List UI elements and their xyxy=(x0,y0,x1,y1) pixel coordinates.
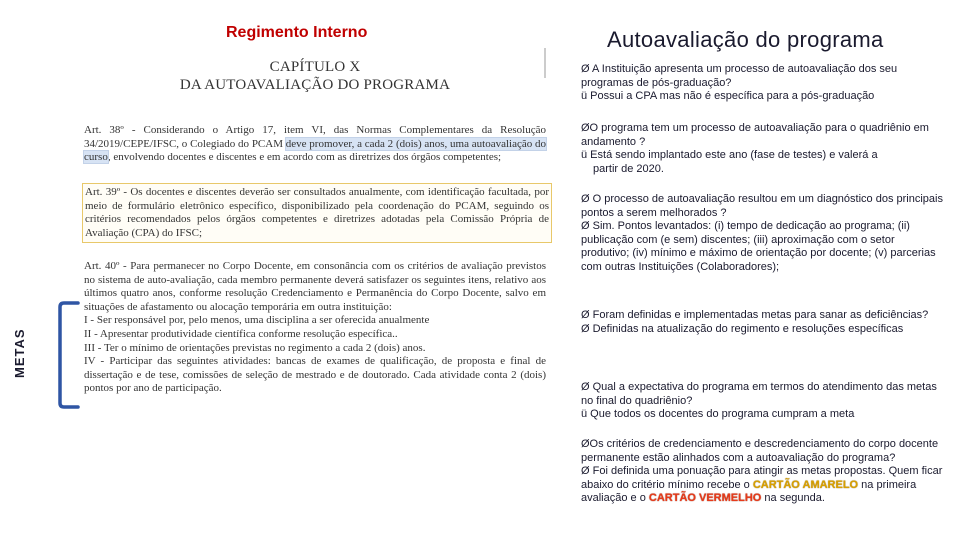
article-40-item-2: II - Apresentar produtividade científica conforme resolução específica.. xyxy=(84,327,398,340)
article-38-highlight: deve promover, a cada 2 (dois) anos, uma autoavaliação do curso xyxy=(84,137,546,164)
red-card-label: CARTÃO VERMELHO xyxy=(648,492,762,504)
question-3: Ø O processo de autoavaliação resultou em um diagnóstico dos principais pontos a serem melhorados ? xyxy=(581,193,943,219)
article-39: Art. 39º - Os docentes e discentes deverão ser consultados anualmente, com identificação facultada, por meio de formulário eletrônico específico, disponibilizado pela coordenação do PCAM, seguindo os critérios recomendados pelos órgãos competentes e diretrizes adotadas pela Comissão Própria de Avaliação (CPA) do IFSC; xyxy=(82,183,552,243)
question-1: Ø A Instituição apresenta um processo de autoavaliação dos seu programas de pós-graduação? xyxy=(581,63,898,89)
qa-block-4 xyxy=(581,309,943,336)
question-5: Ø Qual a expectativa do programa em termos do atendimento das metas no final do quadriênio? xyxy=(581,381,937,407)
qa-block-6 xyxy=(581,438,943,506)
answer-6-text-c: na segunda. xyxy=(761,492,825,504)
qa-block-3 xyxy=(581,193,943,274)
article-40-item-4: IV - Participar das seguintes atividades: bancas de exames de qualificação, de proposta e final de dissertação e de tese, comissões de seleção de mestrado e de doutorado. Cada atividade conta 2 (dois) pontos por ano de participação. xyxy=(84,355,546,395)
answer-2-cont: partir de 2020. xyxy=(593,162,664,175)
answer-6-text-b: na primeira avaliação e o xyxy=(581,478,917,504)
chapter-title: DA AUTOAVALIAÇÃO DO PROGRAMA xyxy=(179,77,451,93)
slide-title: Autoavaliação do programa xyxy=(607,27,884,52)
qa-block-5 xyxy=(581,381,943,422)
chapter-heading xyxy=(84,58,546,94)
regimento-excerpt xyxy=(84,55,549,415)
answer-6-text-a: Ø Foi definida uma ponuação para atingir as metas propostas. Quem ficar abaixo do critério mínimo recebe o xyxy=(581,465,943,491)
answer-6 xyxy=(581,465,943,506)
answer-5: ü Que todos os docentes do programa cumpram a meta xyxy=(581,408,855,420)
answer-2: ü Está sendo implantado este ano (fase de testes) e valerá a xyxy=(581,149,878,161)
article-38 xyxy=(84,124,546,165)
article-40-intro: Art. 40º - Para permanecer no Corpo Docente, em consonância com os critérios de avaliação previstos no sistema de auto-avaliação, cada membro permanente deverá satisfazer os seguintes itens, relativo aos últimos quatro anos, conforme resolução Credenciamento e Permanência do Corpo Docente, salvo em situações de afastamento ou alocação temporária em outra instituição: xyxy=(84,260,546,313)
question-6: ØOs critérios de credenciamento e descredenciamento do corpo docente permanente estão alinhados com a autoavaliação do programa? xyxy=(581,438,939,464)
qa-block-1 xyxy=(581,63,943,104)
metas-label: METAS xyxy=(12,328,27,378)
article-40 xyxy=(84,260,546,396)
article-38-text-a: Art. 38º - Considerando o Artigo 17, item VI, das Normas Complementares da Resolução 34/2019/CEPE/IFSC, o Colegiado do PCAM xyxy=(84,124,546,150)
article-40-item-3: III - Ter o mínimo de orientações previstas no regimento a cada 2 (dois) anos. xyxy=(84,341,426,354)
regimento-title: Regimento Interno xyxy=(226,24,368,41)
metas-bracket xyxy=(56,300,82,410)
answer-3: Ø Sim. Pontos levantados: (i) tempo de dedicação ao programa; (ii) publicação com (e sem) discentes; (iii) aproximação com o setor produtivo; (iv) mínimo e máximo de orientação por docente; (v) parcerias com outras Instituições (Colaboradores); xyxy=(581,220,936,273)
yellow-card-label: CARTÃO AMARELO xyxy=(752,478,859,491)
answer-1: ü Possui a CPA mas não é específica para a pós-graduação xyxy=(581,90,875,102)
chapter-number: CAPÍTULO X xyxy=(269,59,361,75)
answer-4: Ø Definidas na atualização do regimento e resoluções específicas xyxy=(581,322,904,335)
question-2: ØO programa tem um processo de autoavaliação para o quadriênio em andamento ? xyxy=(581,122,929,148)
article-38-text-b: , envolvendo docentes e discentes e em acordo com as diretrizes dos órgãos competentes; xyxy=(107,151,502,164)
qa-block-2 xyxy=(581,122,943,176)
article-40-item-1: I - Ser responsável por, pelo menos, uma disciplina a ser oferecida anualmente xyxy=(84,314,430,327)
question-4: Ø Foram definidas e implementadas metas para sanar as deficiências? xyxy=(581,309,929,321)
